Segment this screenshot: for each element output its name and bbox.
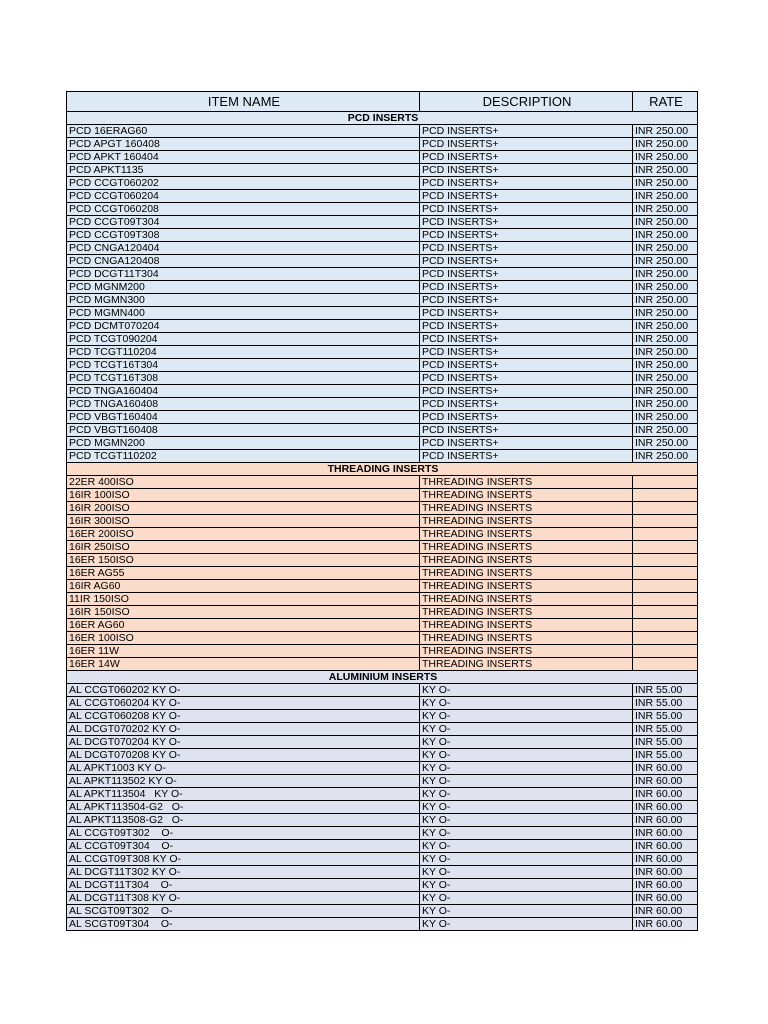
table-row: [67, 268, 698, 281]
table-row: [67, 723, 698, 736]
item-name-cell: 22ER 400ISO: [67, 476, 420, 489]
rate-cell: INR 250.00: [633, 229, 698, 242]
description-cell: PCD INSERTS+: [420, 450, 633, 463]
item-name-cell: PCD APGT 160408: [67, 138, 420, 151]
table-row: [67, 658, 698, 671]
description-cell: PCD INSERTS+: [420, 268, 633, 281]
description-cell: THREADING INSERTS: [420, 528, 633, 541]
rate-cell: [633, 619, 698, 632]
description-cell: THREADING INSERTS: [420, 567, 633, 580]
item-name-cell: AL CCGT060202 KY O-: [67, 684, 420, 697]
description-cell: THREADING INSERTS: [420, 580, 633, 593]
rate-cell: INR 60.00: [633, 788, 698, 801]
rate-cell: INR 60.00: [633, 905, 698, 918]
description-cell: KY O-: [420, 749, 633, 762]
item-name-cell: PCD TCGT110204: [67, 346, 420, 359]
item-name-cell: PCD CNGA120408: [67, 255, 420, 268]
item-name-cell: PCD TNGA160404: [67, 385, 420, 398]
item-name-cell: PCD APKT 160404: [67, 151, 420, 164]
item-name-cell: PCD MGMN200: [67, 437, 420, 450]
item-name-cell: AL APKT113502 KY O-: [67, 775, 420, 788]
description-cell: KY O-: [420, 827, 633, 840]
rate-cell: INR 250.00: [633, 242, 698, 255]
item-name-cell: 11IR 150ISO: [67, 593, 420, 606]
item-name-cell: AL APKT113508-G2 O-: [67, 814, 420, 827]
rate-cell: [633, 489, 698, 502]
table-row: [67, 177, 698, 190]
rate-cell: INR 250.00: [633, 398, 698, 411]
rate-cell: INR 250.00: [633, 411, 698, 424]
rate-cell: INR 55.00: [633, 736, 698, 749]
item-name-cell: AL DCGT070208 KY O-: [67, 749, 420, 762]
description-cell: KY O-: [420, 905, 633, 918]
item-name-cell: 16ER AG55: [67, 567, 420, 580]
table-row: [67, 125, 698, 138]
description-cell: THREADING INSERTS: [420, 489, 633, 502]
description-cell: KY O-: [420, 840, 633, 853]
rate-cell: INR 250.00: [633, 151, 698, 164]
table-row: [67, 502, 698, 515]
item-name-cell: AL DCGT11T308 KY O-: [67, 892, 420, 905]
table-row: [67, 580, 698, 593]
rate-cell: INR 250.00: [633, 177, 698, 190]
item-name-cell: AL CCGT09T308 KY O-: [67, 853, 420, 866]
rate-cell: INR 250.00: [633, 138, 698, 151]
item-name-cell: PCD DCGT11T304: [67, 268, 420, 281]
description-cell: PCD INSERTS+: [420, 281, 633, 294]
description-cell: PCD INSERTS+: [420, 216, 633, 229]
item-name-cell: AL CCGT060208 KY O-: [67, 710, 420, 723]
rate-cell: INR 250.00: [633, 359, 698, 372]
table-row: [67, 632, 698, 645]
rate-cell: INR 55.00: [633, 749, 698, 762]
description-cell: KY O-: [420, 788, 633, 801]
description-cell: KY O-: [420, 918, 633, 931]
rate-cell: INR 250.00: [633, 385, 698, 398]
item-name-cell: 16ER AG60: [67, 619, 420, 632]
item-name-cell: AL SCGT09T302 O-: [67, 905, 420, 918]
item-name-cell: PCD TCGT16T308: [67, 372, 420, 385]
rate-cell: [633, 554, 698, 567]
description-cell: PCD INSERTS+: [420, 424, 633, 437]
item-name-cell: 16IR 200ISO: [67, 502, 420, 515]
rate-cell: [633, 632, 698, 645]
table-row: [67, 229, 698, 242]
item-name-cell: PCD VBGT160404: [67, 411, 420, 424]
rate-cell: [633, 541, 698, 554]
description-cell: THREADING INSERTS: [420, 593, 633, 606]
section-title: ALUMINIUM INSERTS: [67, 671, 698, 684]
rate-cell: INR 250.00: [633, 437, 698, 450]
table-row: [67, 710, 698, 723]
rate-cell: INR 60.00: [633, 762, 698, 775]
rate-cell: [633, 528, 698, 541]
table-row: [67, 151, 698, 164]
table-row: [67, 554, 698, 567]
rate-cell: INR 60.00: [633, 775, 698, 788]
description-cell: PCD INSERTS+: [420, 138, 633, 151]
table-row: [67, 528, 698, 541]
description-cell: KY O-: [420, 736, 633, 749]
description-cell: KY O-: [420, 723, 633, 736]
rate-cell: INR 250.00: [633, 281, 698, 294]
rate-cell: [633, 515, 698, 528]
description-cell: KY O-: [420, 801, 633, 814]
header-row: [67, 92, 698, 112]
table-row: [67, 372, 698, 385]
item-name-cell: PCD MGMN300: [67, 294, 420, 307]
item-name-cell: PCD TCGT110202: [67, 450, 420, 463]
table-row: [67, 853, 698, 866]
section-header-alu: [67, 671, 698, 684]
item-name-cell: PCD 16ERAG60: [67, 125, 420, 138]
rate-cell: INR 250.00: [633, 216, 698, 229]
description-cell: PCD INSERTS+: [420, 151, 633, 164]
table-row: [67, 398, 698, 411]
description-cell: PCD INSERTS+: [420, 177, 633, 190]
description-cell: THREADING INSERTS: [420, 554, 633, 567]
item-name-cell: PCD VBGT160408: [67, 424, 420, 437]
item-name-cell: PCD CNGA120404: [67, 242, 420, 255]
table-row: [67, 684, 698, 697]
rate-cell: [633, 580, 698, 593]
rate-cell: INR 250.00: [633, 125, 698, 138]
table-row: [67, 164, 698, 177]
table-row: [67, 879, 698, 892]
description-cell: PCD INSERTS+: [420, 294, 633, 307]
table-row: [67, 450, 698, 463]
item-name-cell: 16IR AG60: [67, 580, 420, 593]
item-name-cell: 16IR 250ISO: [67, 541, 420, 554]
item-name-cell: 16ER 14W: [67, 658, 420, 671]
table-row: [67, 294, 698, 307]
rate-cell: INR 250.00: [633, 346, 698, 359]
item-name-cell: 16ER 11W: [67, 645, 420, 658]
item-name-cell: PCD TCGT090204: [67, 333, 420, 346]
description-cell: KY O-: [420, 866, 633, 879]
section-header-pcd: [67, 112, 698, 125]
item-name-cell: 16ER 200ISO: [67, 528, 420, 541]
table-row: [67, 138, 698, 151]
description-cell: PCD INSERTS+: [420, 229, 633, 242]
item-name-cell: 16ER 100ISO: [67, 632, 420, 645]
rate-cell: INR 60.00: [633, 840, 698, 853]
item-name-cell: PCD CCGT060208: [67, 203, 420, 216]
description-cell: PCD INSERTS+: [420, 333, 633, 346]
item-name-cell: PCD TCGT16T304: [67, 359, 420, 372]
rate-cell: [633, 476, 698, 489]
description-cell: PCD INSERTS+: [420, 346, 633, 359]
section-header-thr: [67, 463, 698, 476]
table-row: [67, 333, 698, 346]
table-row: [67, 424, 698, 437]
table-row: [67, 606, 698, 619]
item-name-cell: AL DCGT11T302 KY O-: [67, 866, 420, 879]
description-cell: THREADING INSERTS: [420, 658, 633, 671]
table-row: [67, 359, 698, 372]
rate-cell: INR 55.00: [633, 697, 698, 710]
table-row: [67, 736, 698, 749]
item-name-cell: PCD CCGT060204: [67, 190, 420, 203]
rate-cell: INR 60.00: [633, 892, 698, 905]
rate-cell: INR 250.00: [633, 307, 698, 320]
rate-cell: INR 60.00: [633, 827, 698, 840]
table-row: [67, 788, 698, 801]
item-name-cell: PCD CCGT09T308: [67, 229, 420, 242]
rate-cell: [633, 645, 698, 658]
table-row: [67, 619, 698, 632]
table-row: [67, 918, 698, 931]
table-row: [67, 242, 698, 255]
table-row: [67, 437, 698, 450]
rate-cell: [633, 502, 698, 515]
item-name-header: ITEM NAME: [67, 92, 420, 112]
description-cell: PCD INSERTS+: [420, 242, 633, 255]
section-title: PCD INSERTS: [67, 112, 698, 125]
description-cell: PCD INSERTS+: [420, 125, 633, 138]
rate-cell: INR 250.00: [633, 255, 698, 268]
item-name-cell: AL SCGT09T304 O-: [67, 918, 420, 931]
rate-cell: INR 250.00: [633, 164, 698, 177]
rate-cell: INR 250.00: [633, 203, 698, 216]
table-row: [67, 541, 698, 554]
table-row: [67, 905, 698, 918]
table-row: [67, 411, 698, 424]
item-name-cell: 16ER 150ISO: [67, 554, 420, 567]
section-title: THREADING INSERTS: [67, 463, 698, 476]
rate-cell: INR 250.00: [633, 294, 698, 307]
rate-cell: [633, 658, 698, 671]
item-name-cell: AL CCGT09T304 O-: [67, 840, 420, 853]
description-cell: KY O-: [420, 762, 633, 775]
item-name-cell: AL DCGT070204 KY O-: [67, 736, 420, 749]
rate-cell: INR 250.00: [633, 424, 698, 437]
table-row: [67, 645, 698, 658]
description-cell: KY O-: [420, 710, 633, 723]
description-cell: PCD INSERTS+: [420, 190, 633, 203]
description-cell: THREADING INSERTS: [420, 541, 633, 554]
item-name-cell: PCD CCGT060202: [67, 177, 420, 190]
description-cell: PCD INSERTS+: [420, 411, 633, 424]
table-row: [67, 840, 698, 853]
table-row: [67, 749, 698, 762]
price-list-table: [66, 91, 698, 931]
rate-cell: INR 60.00: [633, 801, 698, 814]
item-name-cell: 16IR 300ISO: [67, 515, 420, 528]
table-row: [67, 567, 698, 580]
description-cell: KY O-: [420, 892, 633, 905]
rate-cell: INR 250.00: [633, 320, 698, 333]
description-cell: PCD INSERTS+: [420, 307, 633, 320]
rate-cell: [633, 567, 698, 580]
rate-cell: INR 60.00: [633, 918, 698, 931]
description-cell: PCD INSERTS+: [420, 398, 633, 411]
item-name-cell: AL DCGT070202 KY O-: [67, 723, 420, 736]
description-cell: THREADING INSERTS: [420, 515, 633, 528]
rate-cell: INR 55.00: [633, 710, 698, 723]
table-row: [67, 775, 698, 788]
item-name-cell: PCD DCMT070204: [67, 320, 420, 333]
table-row: [67, 892, 698, 905]
table-row: [67, 762, 698, 775]
table-row: [67, 827, 698, 840]
description-cell: KY O-: [420, 879, 633, 892]
item-name-cell: PCD APKT1135: [67, 164, 420, 177]
description-cell: PCD INSERTS+: [420, 164, 633, 177]
item-name-cell: AL DCGT11T304 O-: [67, 879, 420, 892]
rate-header: RATE: [633, 92, 698, 112]
table-row: [67, 307, 698, 320]
description-cell: PCD INSERTS+: [420, 385, 633, 398]
description-cell: THREADING INSERTS: [420, 606, 633, 619]
description-cell: KY O-: [420, 697, 633, 710]
description-cell: PCD INSERTS+: [420, 320, 633, 333]
item-name-cell: AL APKT113504-G2 O-: [67, 801, 420, 814]
table-row: [67, 593, 698, 606]
item-name-cell: 16IR 150ISO: [67, 606, 420, 619]
description-cell: KY O-: [420, 814, 633, 827]
description-cell: THREADING INSERTS: [420, 632, 633, 645]
description-header: DESCRIPTION: [420, 92, 633, 112]
item-name-cell: AL APKT1003 KY O-: [67, 762, 420, 775]
rate-cell: INR 55.00: [633, 723, 698, 736]
description-cell: THREADING INSERTS: [420, 476, 633, 489]
description-cell: KY O-: [420, 775, 633, 788]
description-cell: KY O-: [420, 684, 633, 697]
rate-cell: [633, 593, 698, 606]
table-row: [67, 385, 698, 398]
table-row: [67, 346, 698, 359]
table-row: [67, 255, 698, 268]
item-name-cell: AL CCGT09T302 O-: [67, 827, 420, 840]
description-cell: PCD INSERTS+: [420, 437, 633, 450]
item-name-cell: PCD TNGA160408: [67, 398, 420, 411]
description-cell: PCD INSERTS+: [420, 359, 633, 372]
table-row: [67, 515, 698, 528]
rate-cell: INR 250.00: [633, 372, 698, 385]
table-row: [67, 203, 698, 216]
table-row: [67, 814, 698, 827]
description-cell: PCD INSERTS+: [420, 255, 633, 268]
table-row: [67, 476, 698, 489]
table-row: [67, 190, 698, 203]
rate-cell: INR 250.00: [633, 450, 698, 463]
item-name-cell: 16IR 100ISO: [67, 489, 420, 502]
description-cell: PCD INSERTS+: [420, 372, 633, 385]
description-cell: PCD INSERTS+: [420, 203, 633, 216]
item-name-cell: PCD MGNM200: [67, 281, 420, 294]
description-cell: THREADING INSERTS: [420, 645, 633, 658]
rate-cell: INR 60.00: [633, 866, 698, 879]
table-row: [67, 489, 698, 502]
item-name-cell: PCD CCGT09T304: [67, 216, 420, 229]
rate-cell: INR 60.00: [633, 879, 698, 892]
table-row: [67, 320, 698, 333]
description-cell: THREADING INSERTS: [420, 502, 633, 515]
table-row: [67, 281, 698, 294]
table-body: [67, 112, 698, 931]
table-row: [67, 801, 698, 814]
item-name-cell: AL CCGT060204 KY O-: [67, 697, 420, 710]
item-name-cell: AL APKT113504 KY O-: [67, 788, 420, 801]
item-name-cell: PCD MGMN400: [67, 307, 420, 320]
table-row: [67, 216, 698, 229]
rate-cell: [633, 606, 698, 619]
rate-cell: INR 60.00: [633, 853, 698, 866]
rate-cell: INR 60.00: [633, 814, 698, 827]
description-cell: KY O-: [420, 853, 633, 866]
rate-cell: INR 250.00: [633, 268, 698, 281]
rate-cell: INR 250.00: [633, 333, 698, 346]
table-row: [67, 697, 698, 710]
table-row: [67, 866, 698, 879]
description-cell: THREADING INSERTS: [420, 619, 633, 632]
rate-cell: INR 55.00: [633, 684, 698, 697]
rate-cell: INR 250.00: [633, 190, 698, 203]
